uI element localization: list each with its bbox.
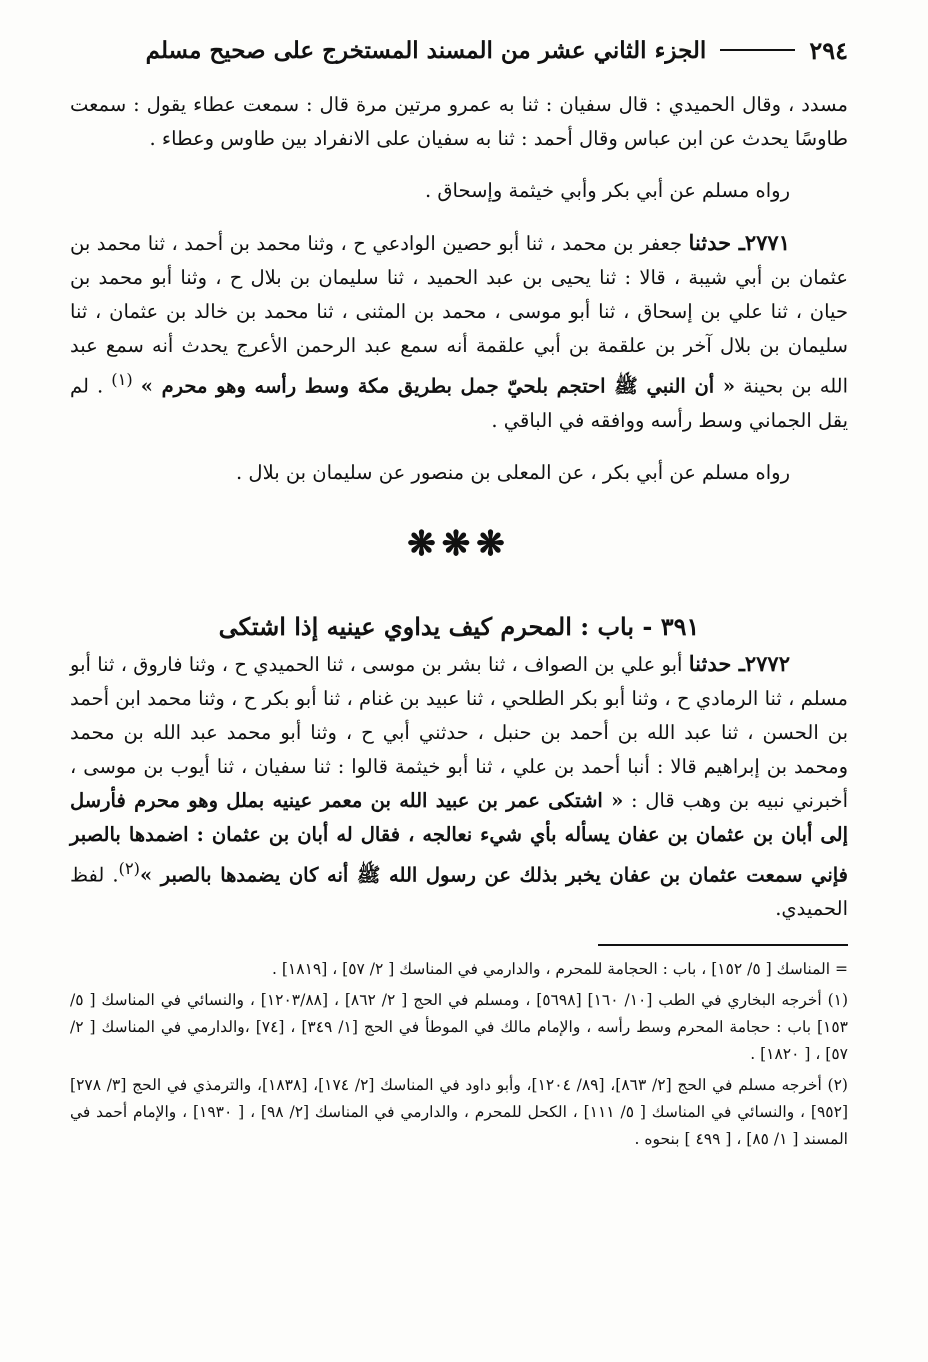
running-header xyxy=(70,30,848,70)
footnote-ref: (١) xyxy=(111,370,133,389)
hadith-number: ٢٧٧٢ـ حدثنا xyxy=(688,650,790,676)
chapter-heading: ٣٩١ - باب : المحرم كيف يداوي عينيه إذا اشتكى xyxy=(218,611,700,641)
hadith-chain: جعفر بن محمد ، ثنا أبو حصين الوادعي ح ، وثنا محمد بن أحمد ، ثنا محمد بن عثمان بن أبي شيبة ، قالا : ثنا يحيى بن عبد الحميد ، ثنا سليمان بن بلال ح ، وثنا أبو محمد بن حيان ، ثنا علي بن إسحاق ، ثنا أبو موسى ، محمد بن المثنى ، ثنا محمد بن خالد بن عثمان ، ثنا سليمان بن بلال آخر بن علقمة بن أبي علقمة أنه سمع عبد الرحمن الأعرج يحدث أنه سمع عبد الله بن بحينة xyxy=(70,232,849,398)
footnote-continued: = المناسك [ ٥/ ١٥٢] ، باب : الحجامة للمحرم ، والدارمي في المناسك [ ٢/ ٥٧] ، [١٨١٩] . xyxy=(272,960,848,978)
page-number: ٢٩٤ xyxy=(809,35,848,65)
paragraph-continuation: مسدد ، وقال الحميدي : قال سفيان : ثنا به عمرو مرتين مرة قال : سمعت عطاء يقول : سمعت طاوسًا يحدث عن ابن عباس وقال أحمد : ثنا به سفيان على الانفراد بين طاوس وعطاء . xyxy=(70,93,848,150)
footnote-ref: (٢) xyxy=(118,858,140,878)
hadith-ending: . لم يقل الجماني وسط رأسه ووافقه في الباقي . xyxy=(70,374,848,432)
footnote-1: (١) أخرجه البخاري في الطب [١٠/ ١٦٠] [٥٦٩٨] ، ومسلم في الحج [ ٢/ ٨٦٢] ، [١٢٠٣/٨٨] ، والنسائي في المناسك [ ٥/ ١٥٣] باب : حجامة المحرم وسط رأسه ، والإمام مالك في الموطأ في الحج [١/ ٣٤٩] ، [٧٤] ،والدارمي في المناسك [ ٢/ ٥٧] ، [ ١٨٢٠] . xyxy=(70,991,849,1063)
paragraph-narration-note: رواه مسلم عن أبي بكر ، عن المعلى بن منصور عن سليمان بن بلال . xyxy=(236,460,790,484)
section-separator: ❋❋❋ xyxy=(407,523,511,564)
header-rule xyxy=(720,49,795,51)
paragraph-narration-note: رواه مسلم عن أبي بكر وأبي خيثمة وإسحاق . xyxy=(425,179,790,202)
hadith-chain: أبو علي بن الصواف ، ثنا بشر بن موسى ، ثنا الحميدي ح ، وثنا فاروق ، ثنا أبو مسلم ، ثنا الرمادي ح ، وثنا أبو بكر الطلحي ، ثنا عبيد بن غنام ، ثنا أبو بكر ح ، وثنا محمد ابن أحمد بن الحسن ، ثنا عبد الله بن أحمد بن حنبل ، حدثني أبي ح ، وثنا أبو محمد عبد الله بن محمد ومحمد بن إبراهيم قالا : أنبا أحمد بن علي ، ثنا أبو خيثمة قالوا : ثنا سفيان ، ثنا أيوب بن موسى ، أخبرني نبيه بن وهب قال : xyxy=(70,652,848,812)
hadith-text: « اشتكى عمر بن عبيد الله بن معمر عينيه بملل وهو محرم فأرسل إلى أبان بن عثمان بن عفان يسأله بأي شيء نعالجه ، فقال له أبان بن عثمان : اضمدها بالصبر فإني سمعت عثمان بن عفان يخبر بذلك عن رسول الله ﷺ أنه كان يضمدها بالصبر » xyxy=(70,788,849,886)
hadith-2772 xyxy=(70,647,848,927)
hadith-text: « أن النبي ﷺ احتجم بلحيّ جمل بطريق مكة وسط رأسه وهو محرم » xyxy=(140,374,736,398)
hadith-2771 xyxy=(70,226,848,438)
footnote-rule xyxy=(598,944,848,946)
hadith-ending: . لفظ الحميدي. xyxy=(70,863,848,920)
hadith-number: ٢٧٧١ـ حدثنا xyxy=(688,230,790,255)
footnote-2: (٢) أخرجه مسلم في الحج [٢/ ٨٦٣]، [٨٩/ ١٢٠٤]، وأبو داود في المناسك [٢/ ١٧٤]، [١٨٣٨]، والترمذي في الحج [٣/ ٢٧٨] [٩٥٢] ، والنسائي في المناسك [ ٥/ ١١١] ، الكحل للمحرم ، والدارمي في المناسك [٢/ ٩٨] ، [ ١٩٣٠] ، والإمام أحمد في المسند [ ١/ ٨٥] ، [ ٤٩٩ ] بنحوه . xyxy=(70,1076,848,1148)
running-title: الجزء الثاني عشر من المسند المستخرج على صحيح مسلم xyxy=(145,36,707,64)
